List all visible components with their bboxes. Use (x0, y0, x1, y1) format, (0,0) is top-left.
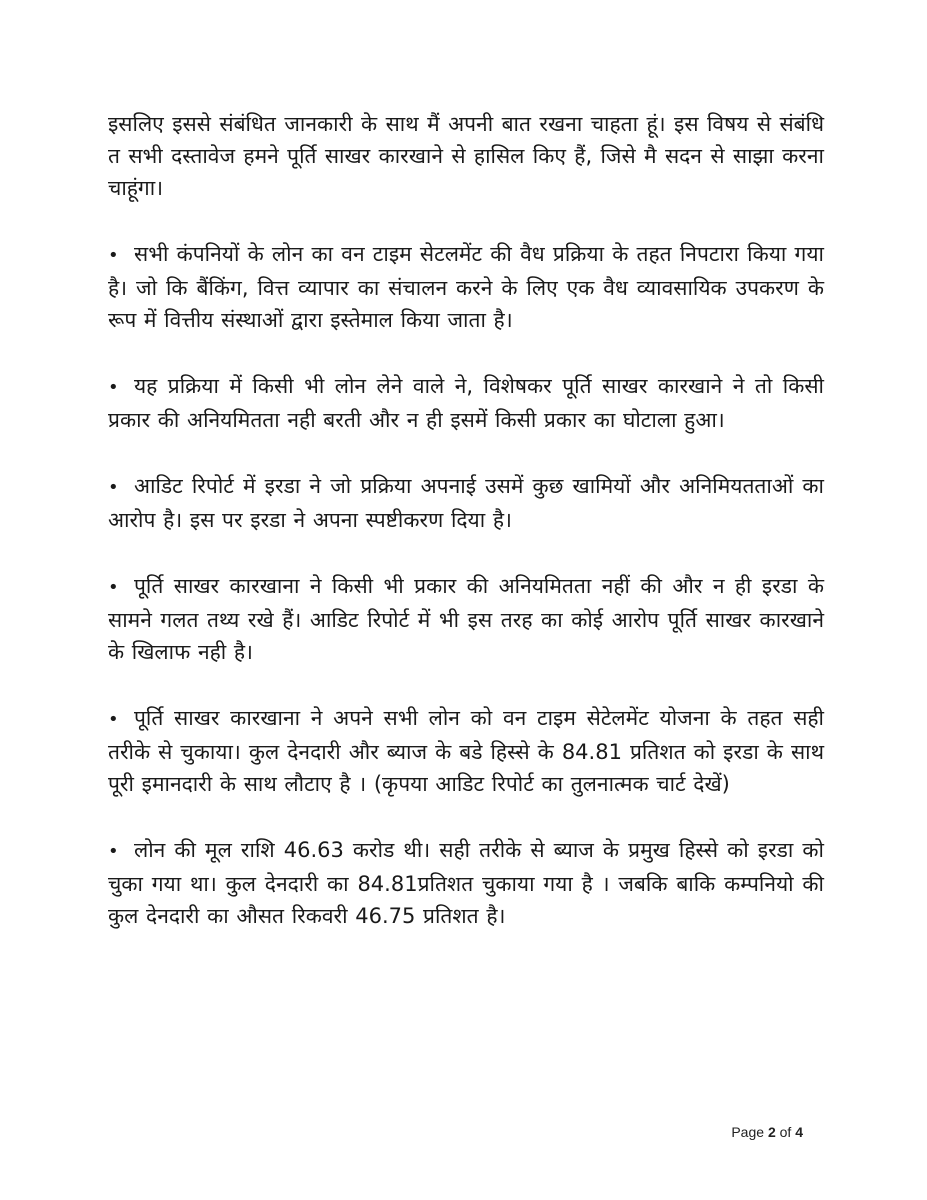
page-number-footer (731, 1124, 803, 1140)
bullet-item-1 (108, 238, 824, 336)
page-label: Page (731, 1124, 765, 1140)
bullet-icon: • (108, 841, 119, 862)
bullet-text-6: लोन की मूल राशि 46.63 करोड थी। सही तरीके से ब्याज के प्रमुख हिस्से को इरडा को चुका गया था। कुल देनदारी का 84.81प्रतिशत चुकाया गया है । जबकि बाकि कम्पनियो की कुल देनदारी का औसत रिकवरी 46.75 प्रतिशत है। (108, 838, 824, 928)
bullet-text-3: आडिट रिपोर्ट में इरडा ने जो प्रक्रिया अपनाई उसमें कुछ खामियों और अनिमियतताओं का आरोप है। इस पर इरडा ने अपना स्पष्टीकरण दिया है। (108, 474, 824, 532)
bullet-icon: • (108, 477, 119, 498)
bullet-item-2 (108, 370, 824, 436)
bullet-item-4 (108, 570, 824, 668)
bullet-text-5: पूर्ति साखर कारखाना ने अपने सभी लोन को वन टाइम सेटेलमेंट योजना के तहत सही तरीके से चुकाया। कुल देनदारी और ब्याज के बडे हिस्से के 84.81 प्रतिशत को इरडा के साथ पूरी इमानदारी के साथ लौटाए है । (कृपया आडिट रिपोर्ट का तुलनात्मक चार्ट देखें) (108, 706, 824, 796)
document-body (108, 108, 824, 966)
current-page-number: 2 (767, 1124, 776, 1140)
of-label: of (779, 1124, 792, 1140)
bullet-item-6 (108, 834, 824, 932)
bullet-item-3 (108, 470, 824, 536)
bullet-icon: • (108, 577, 119, 598)
bullet-text-2: यह प्रक्रिया में किसी भी लोन लेने वाले ने, विशेषकर पूर्ति साखर कारखाने ने तो किसी प्रकार की अनियमितता नही बरती और न ही इसमें किसी प्रकार का घोटाला हुआ। (108, 374, 824, 432)
bullet-text-1: सभी कंपनियों के लोन का वन टाइम सेटलमेंट की वैध प्रक्रिया के तहत निपटारा किया गया है। जो कि बैंकिंग, वित्त व्यापार का संचालन करने के लिए एक वैध व्यावसायिक उपकरण के रूप में वित्तीय संस्थाओं द्वारा इस्तेमाल किया जाता है। (108, 242, 824, 332)
intro-paragraph: इसलिए इससे संबंधित जानकारी के साथ मैं अपनी बात रखना चाहता हूं। इस विषय से संबंधि त सभी दस्तावेज हमने पूर्ति साखर कारखाने से हासिल किए हैं, जिसे मै सदन से साझा करना चाहूंगा। (108, 112, 824, 200)
bullet-icon: • (108, 245, 119, 266)
bullet-text-4: पूर्ति साखर कारखाना ने किसी भी प्रकार की अनियमितता नहीं की और न ही इरडा के सामने गलत तथ्य रखे हैं। आडिट रिपोर्ट में भी इस तरह का कोई आरोप पूर्ति साखर कारखाने के खिलाफ नही है। (108, 574, 824, 664)
bullet-item-5 (108, 702, 824, 800)
total-pages-number: 4 (795, 1124, 803, 1140)
bullet-icon: • (108, 377, 119, 398)
bullet-icon: • (108, 709, 119, 730)
